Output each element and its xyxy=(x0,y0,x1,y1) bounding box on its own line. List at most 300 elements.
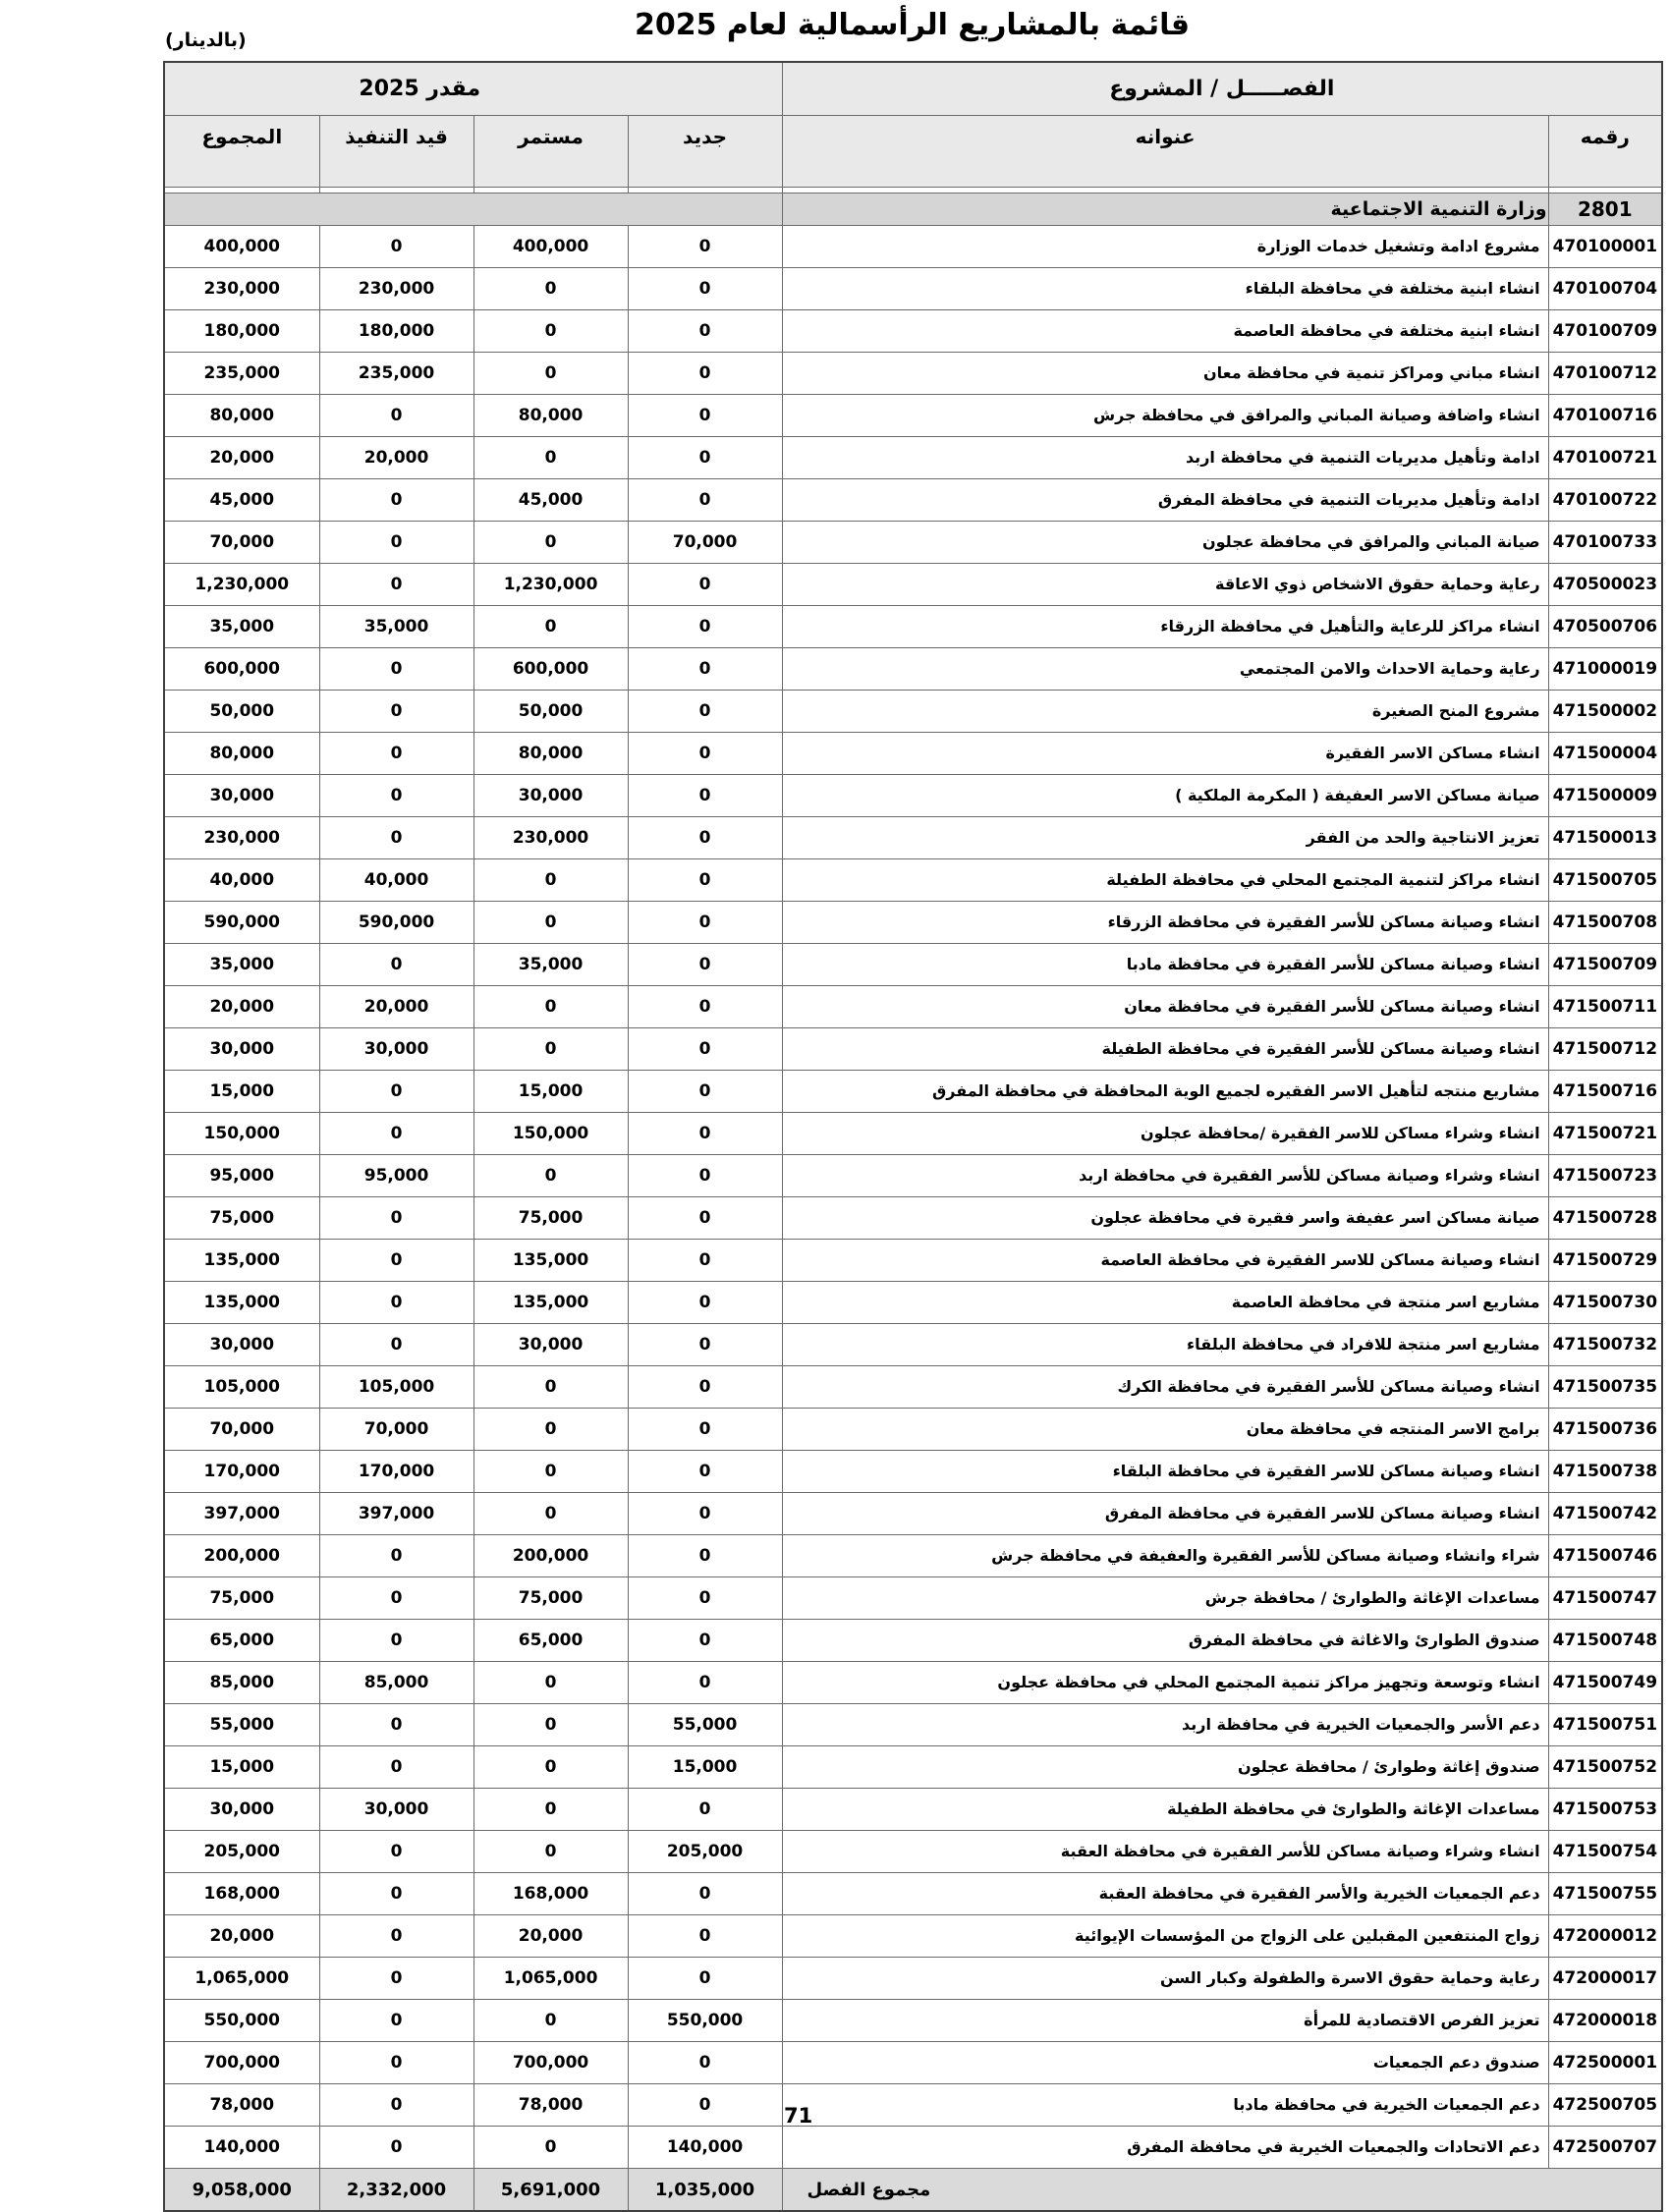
value-new: 0 xyxy=(628,1873,782,1915)
project-title: زواج المنتفعين المقبلين على الزواج من المؤسسات الإيوائية xyxy=(782,1915,1548,1958)
project-id: 471500738 xyxy=(1548,1451,1662,1493)
table-row xyxy=(164,944,1662,986)
project-id: 471500002 xyxy=(1548,691,1662,733)
value-continuing: 20,000 xyxy=(473,1915,628,1958)
table-row xyxy=(164,395,1662,437)
value-total: 700,000 xyxy=(164,2042,319,2084)
value-under-execution: 35,000 xyxy=(319,606,473,648)
value-total: 140,000 xyxy=(164,2127,319,2169)
value-new: 15,000 xyxy=(628,1746,782,1789)
project-id: 471500009 xyxy=(1548,775,1662,817)
value-under-execution: 0 xyxy=(319,2127,473,2169)
value-continuing: 0 xyxy=(473,1366,628,1409)
value-new: 0 xyxy=(628,1071,782,1113)
value-total: 85,000 xyxy=(164,1662,319,1704)
column-header-continuing: مستمر xyxy=(473,116,628,188)
project-title: صيانة المباني والمرافق في محافظة عجلون xyxy=(782,522,1548,564)
value-continuing: 15,000 xyxy=(473,1071,628,1113)
project-id: 471000019 xyxy=(1548,648,1662,691)
value-continuing: 0 xyxy=(473,1831,628,1873)
value-under-execution: 0 xyxy=(319,564,473,606)
value-new: 0 xyxy=(628,648,782,691)
project-title: انشاء وصيانة مساكن للأسر الفقيرة في محافظة مادبا xyxy=(782,944,1548,986)
project-id: 470100733 xyxy=(1548,522,1662,564)
value-new: 70,000 xyxy=(628,522,782,564)
table-row xyxy=(164,1240,1662,1282)
value-continuing: 0 xyxy=(473,986,628,1028)
table-row xyxy=(164,2000,1662,2042)
value-total: 135,000 xyxy=(164,1282,319,1324)
table-row xyxy=(164,2127,1662,2169)
project-rows xyxy=(164,226,1662,2169)
table-row xyxy=(164,1451,1662,1493)
value-continuing: 135,000 xyxy=(473,1240,628,1282)
table-row xyxy=(164,1915,1662,1958)
value-continuing: 30,000 xyxy=(473,775,628,817)
value-new: 0 xyxy=(628,733,782,775)
value-new: 0 xyxy=(628,1620,782,1662)
table-row xyxy=(164,437,1662,479)
value-new: 0 xyxy=(628,691,782,733)
table-row xyxy=(164,1746,1662,1789)
value-total: 45,000 xyxy=(164,479,319,522)
value-new: 0 xyxy=(628,268,782,310)
table-row xyxy=(164,648,1662,691)
table-row xyxy=(164,353,1662,395)
value-under-execution: 0 xyxy=(319,1873,473,1915)
value-total: 75,000 xyxy=(164,1577,319,1620)
value-total: 78,000 xyxy=(164,2084,319,2127)
value-continuing: 0 xyxy=(473,606,628,648)
value-under-execution: 235,000 xyxy=(319,353,473,395)
project-title: تعزيز الفرص الاقتصادية للمرأة xyxy=(782,2000,1548,2042)
value-new: 0 xyxy=(628,606,782,648)
project-id: 471500712 xyxy=(1548,1028,1662,1071)
value-new: 0 xyxy=(628,2084,782,2127)
table-row xyxy=(164,2084,1662,2127)
project-id: 470100712 xyxy=(1548,353,1662,395)
value-under-execution: 0 xyxy=(319,395,473,437)
value-continuing: 0 xyxy=(473,1155,628,1197)
project-title: انشاء وصيانة مساكن للاسر الفقيرة في محافظة العاصمة xyxy=(782,1240,1548,1282)
project-title: تعزيز الانتاجية والحد من الفقر xyxy=(782,817,1548,859)
value-continuing: 0 xyxy=(473,1493,628,1535)
table-row xyxy=(164,1831,1662,1873)
table-row xyxy=(164,1028,1662,1071)
value-new: 0 xyxy=(628,1958,782,2000)
value-continuing: 600,000 xyxy=(473,648,628,691)
project-id: 471500754 xyxy=(1548,1831,1662,1873)
project-id: 471500751 xyxy=(1548,1704,1662,1746)
project-id: 471500742 xyxy=(1548,1493,1662,1535)
value-under-execution: 0 xyxy=(319,1197,473,1240)
project-title: مشروع ادامة وتشغيل خدمات الوزارة xyxy=(782,226,1548,268)
value-under-execution: 0 xyxy=(319,1071,473,1113)
column-header-new: جديد xyxy=(628,116,782,188)
value-new: 0 xyxy=(628,1662,782,1704)
value-total: 1,065,000 xyxy=(164,1958,319,2000)
value-continuing: 75,000 xyxy=(473,1197,628,1240)
project-id: 471500730 xyxy=(1548,1282,1662,1324)
value-under-execution: 0 xyxy=(319,226,473,268)
value-continuing: 75,000 xyxy=(473,1577,628,1620)
value-new: 140,000 xyxy=(628,2127,782,2169)
table-row xyxy=(164,2042,1662,2084)
value-new: 0 xyxy=(628,395,782,437)
value-total: 80,000 xyxy=(164,395,319,437)
table-row xyxy=(164,606,1662,648)
value-total: 35,000 xyxy=(164,944,319,986)
project-id: 471500752 xyxy=(1548,1746,1662,1789)
value-continuing: 0 xyxy=(473,310,628,353)
value-new: 0 xyxy=(628,986,782,1028)
project-title: انشاء مراكز لتنمية المجتمع المحلي في محافظة الطفيلة xyxy=(782,859,1548,902)
value-total: 95,000 xyxy=(164,1155,319,1197)
table-row xyxy=(164,1197,1662,1240)
value-new: 0 xyxy=(628,1535,782,1577)
value-total: 20,000 xyxy=(164,1915,319,1958)
table-row xyxy=(164,226,1662,268)
section-name: وزارة التنمية الاجتماعية xyxy=(782,194,1548,226)
totals-under-execution: 2,332,000 xyxy=(319,2169,473,2212)
value-under-execution: 0 xyxy=(319,691,473,733)
value-new: 0 xyxy=(628,437,782,479)
project-id: 471500705 xyxy=(1548,859,1662,902)
value-under-execution: 170,000 xyxy=(319,1451,473,1493)
table-row xyxy=(164,775,1662,817)
value-under-execution: 0 xyxy=(319,2084,473,2127)
project-id: 470100001 xyxy=(1548,226,1662,268)
project-title: انشاء وصيانة مساكن للاسر الفقيرة في محافظة البلقاء xyxy=(782,1451,1548,1493)
totals-row xyxy=(164,2169,1662,2212)
value-under-execution: 0 xyxy=(319,1240,473,1282)
value-total: 550,000 xyxy=(164,2000,319,2042)
value-under-execution: 0 xyxy=(319,1535,473,1577)
project-title: ادامة وتأهيل مديريات التنمية في محافظة المفرق xyxy=(782,479,1548,522)
project-title: صندوق دعم الجمعيات xyxy=(782,2042,1548,2084)
value-continuing: 0 xyxy=(473,902,628,944)
value-continuing: 230,000 xyxy=(473,817,628,859)
column-header-under-execution: قيد التنفيذ xyxy=(319,116,473,188)
project-id: 470100721 xyxy=(1548,437,1662,479)
value-under-execution: 0 xyxy=(319,1620,473,1662)
project-id: 471500749 xyxy=(1548,1662,1662,1704)
value-total: 180,000 xyxy=(164,310,319,353)
table-row xyxy=(164,522,1662,564)
value-continuing: 0 xyxy=(473,2000,628,2042)
value-continuing: 0 xyxy=(473,1662,628,1704)
value-continuing: 35,000 xyxy=(473,944,628,986)
table-row xyxy=(164,859,1662,902)
value-new: 0 xyxy=(628,902,782,944)
table-row xyxy=(164,1282,1662,1324)
project-id: 471500729 xyxy=(1548,1240,1662,1282)
value-total: 135,000 xyxy=(164,1240,319,1282)
value-total: 80,000 xyxy=(164,733,319,775)
value-continuing: 0 xyxy=(473,859,628,902)
project-id: 470100716 xyxy=(1548,395,1662,437)
value-continuing: 700,000 xyxy=(473,2042,628,2084)
totals-label: مجموع الفصل xyxy=(782,2169,1662,2212)
value-total: 50,000 xyxy=(164,691,319,733)
table-row xyxy=(164,817,1662,859)
table-row xyxy=(164,1324,1662,1366)
table-row xyxy=(164,1493,1662,1535)
value-total: 600,000 xyxy=(164,648,319,691)
project-title: برامج الاسر المنتجه في محافظة معان xyxy=(782,1409,1548,1451)
page-title: قائمة بالمشاريع الرأسمالية لعام 2025 xyxy=(634,8,1190,42)
project-id: 471500732 xyxy=(1548,1324,1662,1366)
value-new: 0 xyxy=(628,1113,782,1155)
header-columns-row xyxy=(164,116,1662,188)
project-title: انشاء مراكز للرعاية والتأهيل في محافظة الزرقاء xyxy=(782,606,1548,648)
column-header-id: رقمه xyxy=(1548,116,1662,188)
project-title: رعاية وحماية حقوق الاسرة والطفولة وكبار السن xyxy=(782,1958,1548,2000)
project-id: 472000018 xyxy=(1548,2000,1662,2042)
table-row xyxy=(164,1155,1662,1197)
value-under-execution: 0 xyxy=(319,1113,473,1155)
table-row xyxy=(164,733,1662,775)
project-id: 471500753 xyxy=(1548,1789,1662,1831)
value-new: 0 xyxy=(628,1197,782,1240)
value-total: 30,000 xyxy=(164,1789,319,1831)
value-under-execution: 0 xyxy=(319,817,473,859)
project-title: مشروع المنح الصغيرة xyxy=(782,691,1548,733)
value-new: 0 xyxy=(628,817,782,859)
project-title: مشاريع اسر منتجة للافراد في محافظة البلقاء xyxy=(782,1324,1548,1366)
project-title: مساعدات الإغاثة والطوارئ في محافظة الطفيلة xyxy=(782,1789,1548,1831)
value-total: 230,000 xyxy=(164,817,319,859)
project-title: مساعدات الإغاثة والطوارئ / محافظة جرش xyxy=(782,1577,1548,1620)
project-id: 471500735 xyxy=(1548,1366,1662,1409)
project-id: 471500755 xyxy=(1548,1873,1662,1915)
project-title: انشاء مباني ومراكز تنمية في محافظة معان xyxy=(782,353,1548,395)
value-new: 0 xyxy=(628,1282,782,1324)
table-row xyxy=(164,1873,1662,1915)
value-new: 0 xyxy=(628,1915,782,1958)
value-under-execution: 30,000 xyxy=(319,1789,473,1831)
project-id: 470100709 xyxy=(1548,310,1662,353)
value-continuing: 30,000 xyxy=(473,1324,628,1366)
value-new: 0 xyxy=(628,1324,782,1366)
value-total: 70,000 xyxy=(164,1409,319,1451)
value-under-execution: 20,000 xyxy=(319,986,473,1028)
value-under-execution: 0 xyxy=(319,1915,473,1958)
value-total: 20,000 xyxy=(164,437,319,479)
value-under-execution: 0 xyxy=(319,648,473,691)
project-title: انشاء مساكن الاسر الفقيرة xyxy=(782,733,1548,775)
value-new: 0 xyxy=(628,1451,782,1493)
project-title: انشاء واضافة وصيانة المباني والمرافق في محافظة جرش xyxy=(782,395,1548,437)
value-continuing: 0 xyxy=(473,1789,628,1831)
value-continuing: 200,000 xyxy=(473,1535,628,1577)
table-row xyxy=(164,691,1662,733)
project-title: انشاء وشراء مساكن للاسر الفقيرة /محافظة عجلون xyxy=(782,1113,1548,1155)
table-row xyxy=(164,564,1662,606)
value-under-execution: 20,000 xyxy=(319,437,473,479)
table-row xyxy=(164,1662,1662,1704)
value-under-execution: 40,000 xyxy=(319,859,473,902)
value-continuing: 1,230,000 xyxy=(473,564,628,606)
value-continuing: 0 xyxy=(473,1028,628,1071)
table-row xyxy=(164,902,1662,944)
value-new: 0 xyxy=(628,226,782,268)
table-row xyxy=(164,1535,1662,1577)
table-row xyxy=(164,310,1662,353)
project-title: دعم الأسر والجمعيات الخيرية في محافظة اربد xyxy=(782,1704,1548,1746)
project-id: 471500728 xyxy=(1548,1197,1662,1240)
value-under-execution: 230,000 xyxy=(319,268,473,310)
value-total: 105,000 xyxy=(164,1366,319,1409)
value-total: 590,000 xyxy=(164,902,319,944)
project-id: 472000017 xyxy=(1548,1958,1662,2000)
value-total: 30,000 xyxy=(164,775,319,817)
column-header-title: عنوانه xyxy=(782,116,1548,188)
column-header-total: المجموع xyxy=(164,116,319,188)
table-row xyxy=(164,1704,1662,1746)
project-id: 471500004 xyxy=(1548,733,1662,775)
value-continuing: 135,000 xyxy=(473,1282,628,1324)
value-under-execution: 0 xyxy=(319,944,473,986)
value-new: 550,000 xyxy=(628,2000,782,2042)
project-title: انشاء وصيانة مساكن للاسر الفقيرة في محافظة المفرق xyxy=(782,1493,1548,1535)
value-new: 0 xyxy=(628,1155,782,1197)
value-under-execution: 0 xyxy=(319,479,473,522)
value-total: 15,000 xyxy=(164,1071,319,1113)
project-title: صندوق إغاثة وطوارئ / محافظة عجلون xyxy=(782,1746,1548,1789)
value-total: 40,000 xyxy=(164,859,319,902)
section-id: 2801 xyxy=(1548,194,1662,226)
table-row xyxy=(164,1113,1662,1155)
project-id: 471500721 xyxy=(1548,1113,1662,1155)
table-row xyxy=(164,1071,1662,1113)
value-continuing: 150,000 xyxy=(473,1113,628,1155)
project-id: 471500736 xyxy=(1548,1409,1662,1451)
table-row xyxy=(164,1577,1662,1620)
value-under-execution: 0 xyxy=(319,1958,473,2000)
value-new: 0 xyxy=(628,1577,782,1620)
project-id: 471500711 xyxy=(1548,986,1662,1028)
table-row xyxy=(164,1789,1662,1831)
table-row xyxy=(164,1409,1662,1451)
value-total: 170,000 xyxy=(164,1451,319,1493)
value-under-execution: 397,000 xyxy=(319,1493,473,1535)
value-continuing: 80,000 xyxy=(473,733,628,775)
value-total: 20,000 xyxy=(164,986,319,1028)
value-total: 205,000 xyxy=(164,1831,319,1873)
table-row xyxy=(164,1620,1662,1662)
table-row xyxy=(164,986,1662,1028)
project-title: رعاية وحماية حقوق الاشخاص ذوي الاعاقة xyxy=(782,564,1548,606)
value-total: 30,000 xyxy=(164,1324,319,1366)
project-title: انشاء وصيانة مساكن للأسر الفقيرة في محافظة الطفيلة xyxy=(782,1028,1548,1071)
value-new: 0 xyxy=(628,1240,782,1282)
project-id: 471500709 xyxy=(1548,944,1662,986)
value-continuing: 0 xyxy=(473,1704,628,1746)
project-id: 471500723 xyxy=(1548,1155,1662,1197)
value-continuing: 0 xyxy=(473,1451,628,1493)
value-total: 150,000 xyxy=(164,1113,319,1155)
value-new: 0 xyxy=(628,775,782,817)
value-new: 0 xyxy=(628,1366,782,1409)
page-number: 71 xyxy=(784,2104,813,2128)
project-id: 471500746 xyxy=(1548,1535,1662,1577)
project-title: انشاء وصيانة مساكن للأسر الفقيرة في محافظة الزرقاء xyxy=(782,902,1548,944)
value-under-execution: 0 xyxy=(319,1282,473,1324)
project-title: انشاء ابنية مختلفة في محافظة البلقاء xyxy=(782,268,1548,310)
project-id: 470100722 xyxy=(1548,479,1662,522)
value-continuing: 400,000 xyxy=(473,226,628,268)
value-total: 1,230,000 xyxy=(164,564,319,606)
value-new: 0 xyxy=(628,1789,782,1831)
section-header-row xyxy=(164,194,1662,226)
section-empty-cells xyxy=(164,194,782,226)
value-new: 0 xyxy=(628,310,782,353)
value-new: 0 xyxy=(628,353,782,395)
value-under-execution: 105,000 xyxy=(319,1366,473,1409)
value-under-execution: 0 xyxy=(319,733,473,775)
project-title: مشاريع منتجه لتأهيل الاسر الفقيره لجميع الوية المحافظة في محافظة المفرق xyxy=(782,1071,1548,1113)
value-under-execution: 0 xyxy=(319,1704,473,1746)
project-title: انشاء وصيانة مساكن للأسر الفقيرة في محافظة معان xyxy=(782,986,1548,1028)
value-under-execution: 0 xyxy=(319,1746,473,1789)
value-continuing: 0 xyxy=(473,1409,628,1451)
value-under-execution: 70,000 xyxy=(319,1409,473,1451)
table-row xyxy=(164,1958,1662,2000)
project-title: انشاء وشراء وصيانة مساكن للأسر الفقيرة في محافظة اربد xyxy=(782,1155,1548,1197)
project-id: 471500748 xyxy=(1548,1620,1662,1662)
value-under-execution: 0 xyxy=(319,1577,473,1620)
value-under-execution: 180,000 xyxy=(319,310,473,353)
value-continuing: 0 xyxy=(473,522,628,564)
project-id: 472500001 xyxy=(1548,2042,1662,2084)
value-under-execution: 0 xyxy=(319,1831,473,1873)
value-continuing: 0 xyxy=(473,353,628,395)
value-under-execution: 0 xyxy=(319,522,473,564)
project-title: رعاية وحماية الاحداث والامن المجتمعي xyxy=(782,648,1548,691)
value-total: 55,000 xyxy=(164,1704,319,1746)
value-continuing: 80,000 xyxy=(473,395,628,437)
value-total: 70,000 xyxy=(164,522,319,564)
project-title: انشاء ابنية مختلفة في محافظة العاصمة xyxy=(782,310,1548,353)
header-estimated-2025: مقدر 2025 xyxy=(164,62,782,116)
value-continuing: 50,000 xyxy=(473,691,628,733)
project-title: دعم الجمعيات الخيرية والأسر الفقيرة في محافظة العقبة xyxy=(782,1873,1548,1915)
value-continuing: 0 xyxy=(473,268,628,310)
value-under-execution: 30,000 xyxy=(319,1028,473,1071)
value-new: 0 xyxy=(628,1028,782,1071)
value-total: 15,000 xyxy=(164,1746,319,1789)
value-under-execution: 0 xyxy=(319,775,473,817)
value-continuing: 168,000 xyxy=(473,1873,628,1915)
table-row xyxy=(164,268,1662,310)
value-total: 397,000 xyxy=(164,1493,319,1535)
value-total: 230,000 xyxy=(164,268,319,310)
value-total: 235,000 xyxy=(164,353,319,395)
header-group-row xyxy=(164,62,1662,116)
value-new: 0 xyxy=(628,2042,782,2084)
totals-continuing: 5,691,000 xyxy=(473,2169,628,2212)
projects-table xyxy=(163,61,1663,2212)
header-chapter-project: الفصـــــل / المشروع xyxy=(782,62,1662,116)
value-continuing: 1,065,000 xyxy=(473,1958,628,2000)
value-new: 205,000 xyxy=(628,1831,782,1873)
value-continuing: 45,000 xyxy=(473,479,628,522)
project-id: 471500708 xyxy=(1548,902,1662,944)
project-id: 471500747 xyxy=(1548,1577,1662,1620)
table-row xyxy=(164,479,1662,522)
value-under-execution: 85,000 xyxy=(319,1662,473,1704)
